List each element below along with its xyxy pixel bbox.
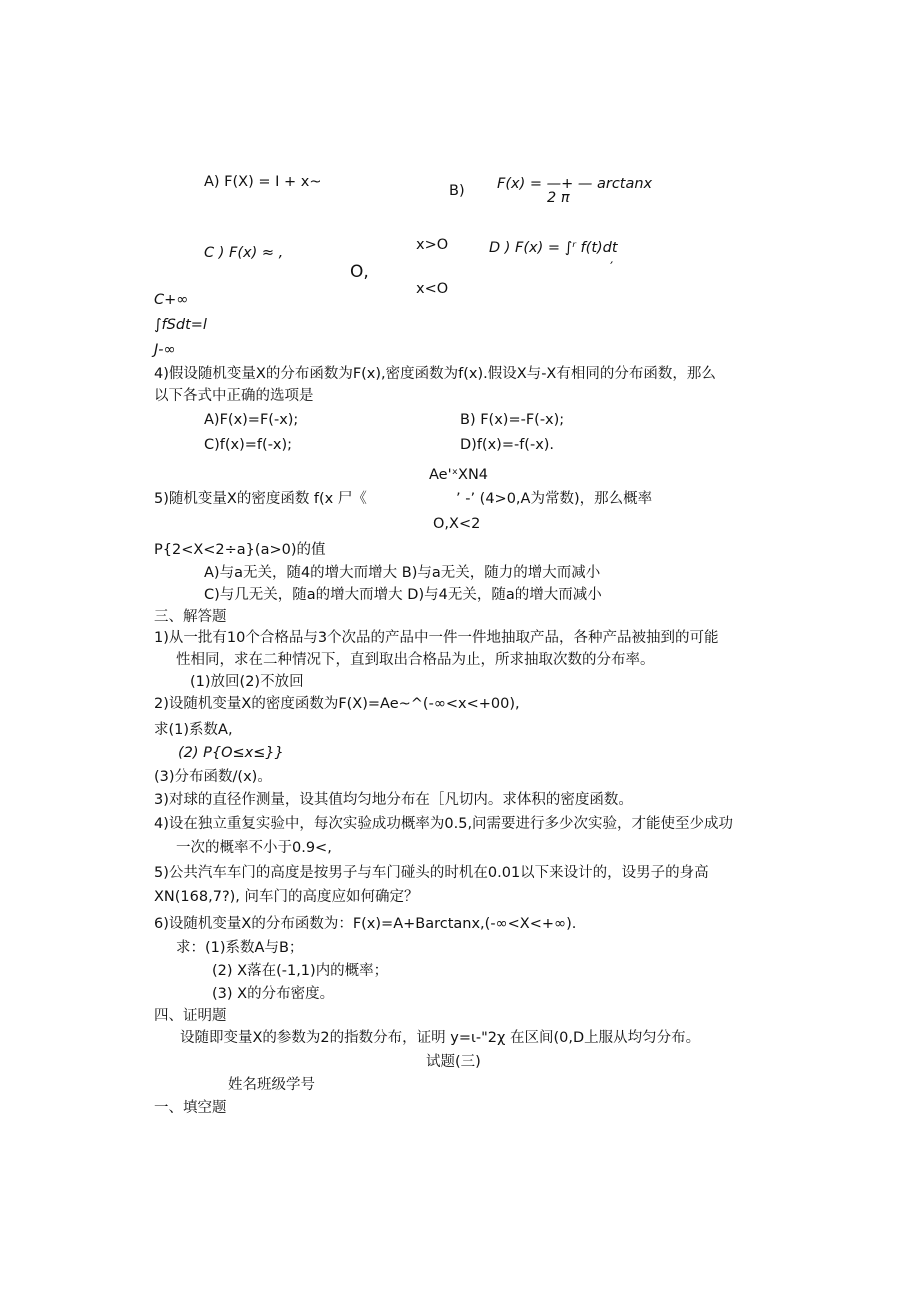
option-d-formula: D ) F(x) = ∫ʳ f(t)dt (489, 240, 618, 256)
fragment-integral: ∫fSdt=l (154, 317, 207, 333)
s3-q2-line4: (3)分布函数/(x)。 (154, 769, 272, 785)
fragment-upper-limit: C+∞ (154, 292, 189, 308)
option-c-case-bottom: x<O (416, 281, 449, 297)
s3-q1-line3: (1)放回(2)不放回 (190, 674, 304, 690)
q5-line-right: ’ -’ (4>0,A为常数)，那么概率 (456, 491, 653, 507)
q4-option-c: C)f(x)=f(-x); (204, 437, 293, 453)
q4-option-b: B) F(x)=-F(-x); (460, 412, 565, 428)
s3-q4-line2: 一次的概率不小于0.9<, (176, 840, 332, 856)
option-b-label: B) (449, 183, 465, 199)
option-c-formula: C ) F(x) ≈ , (204, 245, 284, 261)
fragment-lower-limit: J-∞ (154, 342, 176, 358)
section4-title: 四、证明题 (154, 1008, 227, 1024)
s3-q4-line1: 4)设在独立重复实验中，每次实验成功概率为0.5,问需要进行多少次实验，才能使至少成功 (154, 816, 734, 832)
exam3-student-info: 姓名班级学号 (228, 1077, 315, 1093)
s3-q6-line4: (3) X的分布密度。 (212, 986, 335, 1002)
s3-q2-line2: 求(1)系数A, (154, 722, 233, 738)
s3-q6-line1: 6)设随机变量X的分布函数为：F(x)=A+Barctanx,(-∞<X<+∞). (154, 916, 577, 932)
exam3-title: 试题(三) (426, 1054, 481, 1070)
q4-line1: 4)假设随机变量X的分布函数为F(x),密度函数为f(x).假设X与-X有相同的分布函数，那么 (154, 366, 716, 382)
q4-line2: 以下各式中正确的选项是 (154, 388, 314, 404)
s3-q6-line2: 求：(1)系数A与B； (176, 940, 304, 956)
q5-line-left: 5)随机变量X的密度函数 f(x 尸《 (154, 491, 367, 507)
option-b-denominator: 2 π (547, 190, 570, 206)
q4-option-d: D)f(x)=-f(-x). (460, 437, 555, 453)
q5-line2: P{2<X<2÷a}(a>0)的值 (154, 542, 326, 558)
s3-q6-line3: (2) X落在(-1,1)内的概率； (212, 963, 389, 979)
q4-option-a: A)F(x)=F(-x); (204, 412, 299, 428)
exam3-section1-title: 一、填空题 (154, 1100, 227, 1116)
option-c-case-mid: O, (350, 262, 369, 282)
section4-text: 设随即变量X的参数为2的指数分布，证明 y=ι-"2χ 在区间(0,D上服从均匀分布。 (180, 1030, 701, 1046)
s3-q1-line2: 性相同，求在二种情况下，直到取出合格品为止，所求抽取次数的分布率。 (176, 652, 655, 668)
option-a-formula: A) F(X) = I + x~ (204, 174, 322, 190)
s3-q5-line1: 5)公共汽车车门的高度是按男子与车门碰头的时机在0.01以下来设计的，设男子的身高 (154, 865, 709, 881)
q5-options-cd: C)与几无关，随a的增大而增大 D)与4无关，随a的增大而减小 (204, 587, 602, 603)
option-c-case-bottom-clip (416, 281, 456, 297)
s3-q2-line1: 2)设随机变量X的密度函数为F(X)=Ae~^(-∞<x<+00), (154, 696, 520, 712)
s3-q5-line2: XN(168,7?), 问车门的高度应如何确定？ (154, 889, 419, 905)
section3-title: 三、解答题 (154, 609, 227, 625)
option-c-case-top: x>O (416, 237, 449, 253)
q5-options-ab: A)与a无关，随4的增大而增大 B)与a无关，随力的增大而减小 (204, 565, 601, 581)
s3-q3: 3)对球的直径作测量，设其值均匀地分布在［凡切内。求体积的密度函数。 (154, 792, 633, 808)
q5-density-top: Ae'ˣXN4 (429, 467, 489, 483)
q5-density-bottom: O,X<2 (433, 516, 481, 532)
option-b-formula: F(x) = —+ — arctanx (497, 176, 653, 192)
s3-q1-line1: 1)从一批有10个合格品与3个次品的产品中一件一件地抽取产品，各种产品被抽到的可能 (154, 630, 719, 646)
option-d-mark: ′ (610, 260, 614, 276)
s3-q2-line3: (2) P{O≤x≤}} (178, 745, 284, 761)
